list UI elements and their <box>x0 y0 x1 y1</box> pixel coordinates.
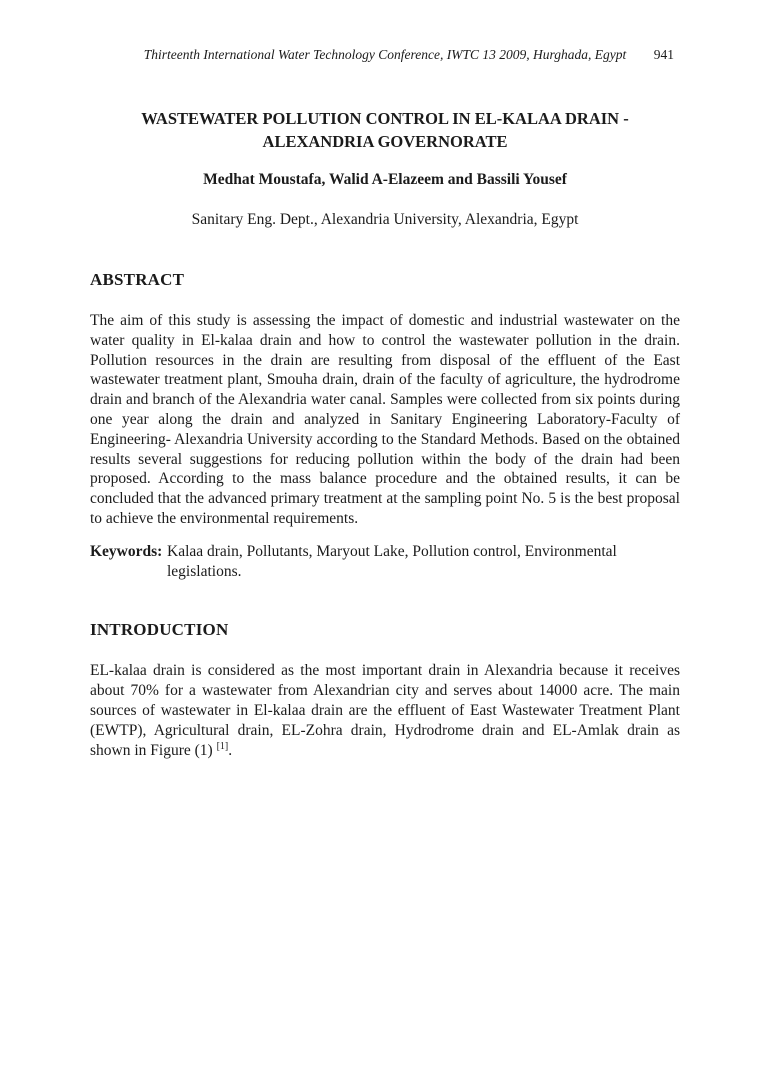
paper-title <box>90 107 680 153</box>
affiliation: Sanitary Eng. Dept., Alexandria University, Alexandria, Egypt <box>191 211 579 228</box>
abstract-heading: ABSTRACT <box>90 270 185 289</box>
introduction-body <box>90 661 680 760</box>
page-number: 941 <box>653 47 674 62</box>
paper-title-line-1: WASTEWATER POLLUTION CONTROL IN EL-KALAA DRAIN - <box>141 109 629 128</box>
keywords-text: Kalaa drain, Pollutants, Maryout Lake, Pollution control, Environmental legislations. <box>167 542 617 580</box>
paper-title-line-2: ALEXANDRIA GOVERNORATE <box>262 132 508 151</box>
authors: Medhat Moustafa, Walid A-Elazeem and Bassili Yousef <box>203 171 567 188</box>
introduction-period: . <box>228 741 233 759</box>
keywords-label: Keywords: <box>90 542 163 560</box>
abstract-body: The aim of this study is assessing the impact of domestic and industrial wastewater on the water quality in El-kalaa drain and how to control the wastewater pollution in the drain. Pollution resources in the drain are resulting from disposal of the effluent of the East wastewater treatment plant, Smouha drain, drain of the faculty of agriculture, the hydrodrome drain and branch of the Alexandria water canal. Samples were collected from six points during one year along the drain and analyzed in Sanitary Engineering Laboratory-Faculty of Engineering- Alexandria University according to the Standard Methods. Based on the obtained results several suggestions for reducing pollution within the body of the drain had been proposed. According to the mass balance procedure and the obtained results, it can be concluded that the advanced primary treatment at the sampling point No. 5 is the best proposal to achieve the environmental requirements. <box>90 312 680 527</box>
running-header-title: Thirteenth International Water Technology Conference, IWTC 13 2009, Hurghada, Egypt <box>143 47 627 62</box>
running-header <box>90 46 680 63</box>
reference-superscript: [1] <box>216 740 229 752</box>
introduction-heading: INTRODUCTION <box>90 620 229 640</box>
keywords-block <box>90 542 680 582</box>
introduction-text: EL-kalaa drain is considered as the most important drain in Alexandria because it receives about 70% for a wastewater from Alexandrian city and serves about 14000 acre. The main sources of wastewater in El-kalaa drain are the effluent of East Wastewater Treatment Plant (EWTP), Agricultural drain, EL-Zohra drain, Hydrodrome drain and EL-Amlak drain as shown in Figure (1) <box>90 662 680 759</box>
